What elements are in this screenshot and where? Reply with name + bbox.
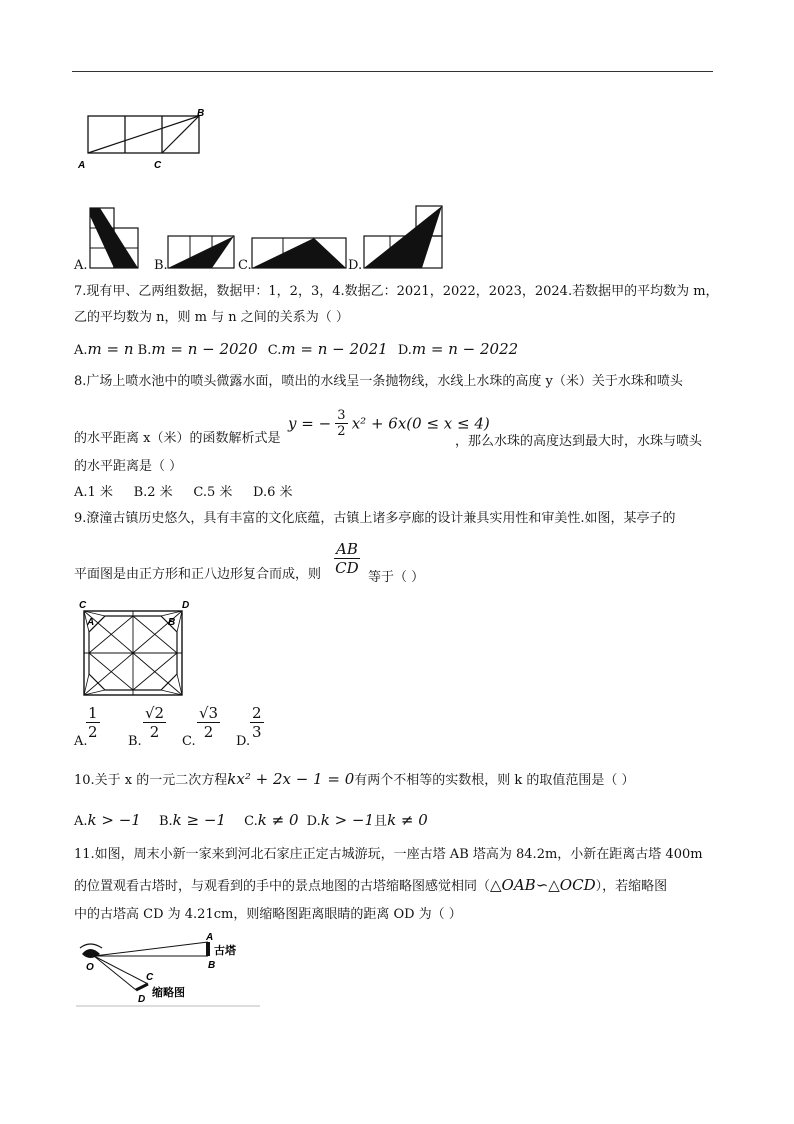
q9-option-d-fraction[interactable]: $\frac{2}{3}$: [252, 704, 262, 741]
q7-text-line2: 乙的平均数为 n，则 m 与 n 之间的关系为（ ）: [74, 310, 349, 325]
q7-text-line1: 7.现有甲、乙两组数据，数据甲：1，2，3，4.数据乙：2021，2022，2023，2024.若数据甲的平均数为 m，: [74, 284, 719, 299]
q11-text-line2: 的位置观看古塔时，与观看到的手中的景点地图的古塔缩略图感觉相同（△OAB∽△OCD），若缩略图: [74, 876, 668, 894]
q7-option-c[interactable]: C.m = n − 2021: [267, 340, 388, 358]
q6-option-b-label[interactable]: B.: [154, 258, 168, 273]
q9-options: [74, 702, 304, 750]
q10-option-d[interactable]: D.k > −1且k ≠ 0: [306, 811, 428, 829]
q8-text-line3: 的水平距离是（ ）: [74, 459, 183, 474]
q9-option-a-label[interactable]: A.: [74, 734, 88, 749]
q8-formula: y = − $\frac{3}{2}$ x² + 6x(0 ≤ x ≤ 4): [288, 408, 490, 439]
q6-option-d-figure: [362, 204, 446, 270]
label-tower: 古塔: [214, 944, 236, 957]
q9-text-line2-pre: 平面图是由正方形和正八边形复合而成，则: [74, 567, 322, 582]
q10-text: 10.关于 x 的一元二次方程kx² + 2x − 1 = 0有两个不相等的实数根，则 k 的取值范围是（ ）: [74, 770, 635, 788]
q11-text-line1: 11.如图，周末小新一家来到河北石家庄正定古城游玩，一座古塔 AB 塔高为 84.2m，小新在距离古塔 400m: [74, 847, 703, 862]
q6-option-c-label[interactable]: C.: [238, 258, 252, 273]
q6-option-a-label[interactable]: A.: [74, 258, 88, 273]
q10-option-b[interactable]: B.k ≥ −1: [158, 811, 226, 829]
figure-rectangle-three-squares: [78, 108, 208, 172]
q6-option-b-figure: [166, 234, 238, 270]
q7-option-b[interactable]: B.m = n − 2020: [137, 340, 258, 358]
label-b: B: [197, 108, 205, 119]
label-d: D: [182, 600, 190, 611]
label-o: O: [86, 962, 94, 973]
q9-option-c-fraction[interactable]: $\frac{√3}{2}$: [199, 704, 219, 741]
q8-text-line2-post: ，那么水珠的高度达到最大时，水珠与喷头: [455, 434, 703, 449]
label-b: B: [168, 617, 176, 628]
label-a: A: [87, 617, 95, 628]
q6-option-d-label[interactable]: D.: [348, 258, 363, 273]
q9-fraction-ab-cd: $\frac{AB}{CD}$: [335, 540, 359, 577]
q8-text-line2-pre: 的水平距离 x（米）的函数解析式是: [74, 431, 281, 446]
q10-option-a[interactable]: A.k > −1: [74, 811, 141, 829]
q9-option-c-label[interactable]: C.: [182, 734, 196, 749]
figure-square-octagon: [76, 600, 196, 700]
label-c: C: [79, 600, 87, 611]
header-rule: [72, 71, 713, 72]
q7-option-d[interactable]: D.m = n − 2022: [397, 340, 519, 358]
label-a: A: [206, 932, 214, 943]
q8-options[interactable]: A.1 米 B.2 米 C.5 米 D.6 米: [74, 485, 293, 500]
label-c: C: [154, 160, 162, 171]
label-d: D: [138, 994, 146, 1005]
q7-options: [74, 340, 518, 358]
q9-text-line1: 9.潦潼古镇历史悠久，具有丰富的文化底蕴，古镇上诸多亭廊的设计兼具实用性和审美性.如图，某亭子的: [74, 511, 676, 526]
label-c: C: [146, 972, 154, 983]
q9-option-a-fraction[interactable]: $\frac{1}{2}$: [88, 704, 98, 741]
q9-option-b-label[interactable]: B.: [128, 734, 142, 749]
q8-text-line1: 8.广场上喷水池中的喷头微露水面，喷出的水线呈一条抛物线，水线上水珠的高度 y（米）关于水珠和喷头: [74, 374, 683, 389]
q10-options: [74, 810, 428, 829]
label-a: A: [78, 160, 86, 171]
q9-option-b-fraction[interactable]: $\frac{√2}{2}$: [145, 704, 165, 741]
q11-text-line3: 中的古塔高 CD 为 4.21cm，则缩略图距离眼睛的距离 OD 为（ ）: [74, 907, 462, 922]
label-b: B: [208, 960, 216, 971]
q6-option-a-figure: [88, 206, 144, 272]
label-map: 缩略图: [152, 986, 185, 999]
figure-eye-tower-map: [76, 932, 260, 1008]
q9-text-line2-post: 等于（ ）: [368, 570, 425, 585]
q6-option-c-figure: [250, 236, 350, 270]
q10-option-c[interactable]: C.k ≠ 0: [244, 811, 299, 829]
q9-option-d-label[interactable]: D.: [236, 734, 251, 749]
q7-option-a[interactable]: A.m = n: [74, 340, 134, 358]
